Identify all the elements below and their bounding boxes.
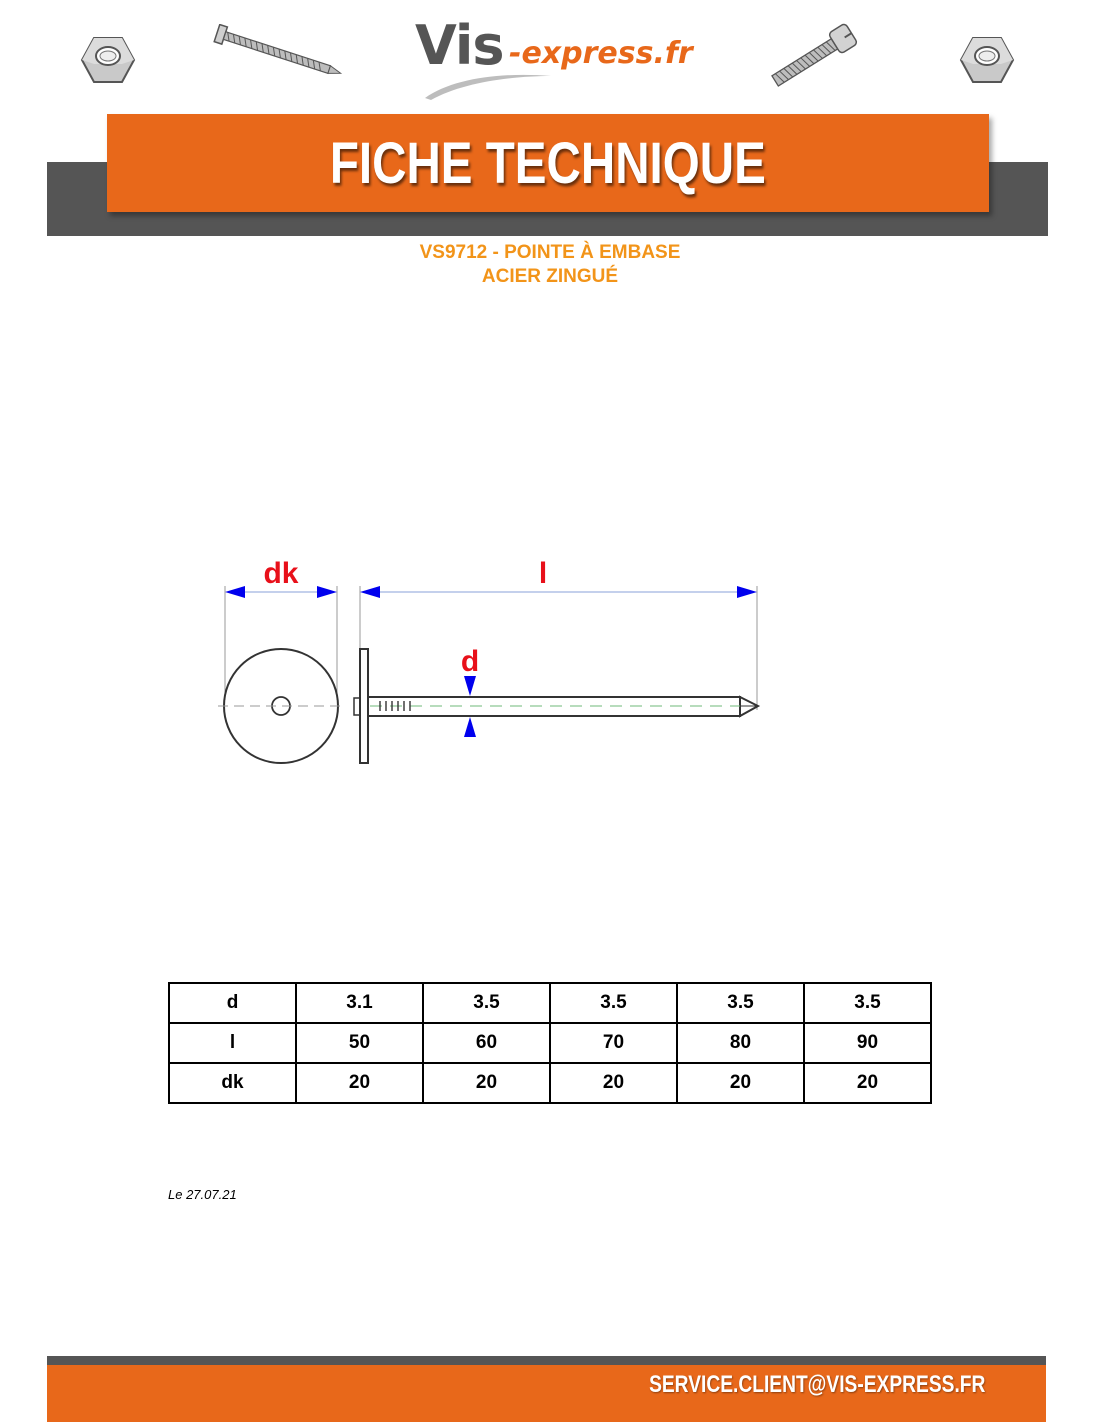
table-cell: 70 [550, 1023, 677, 1063]
logo-main-text: Vis [415, 14, 504, 77]
dimension-arrow-down [464, 676, 476, 696]
footer-divider [47, 1356, 1046, 1365]
banner [107, 114, 989, 212]
table-cell: 3.5 [550, 983, 677, 1023]
logo-suffix-text: -express.fr [509, 36, 693, 71]
machine-screw-icon [760, 20, 870, 92]
dimension-arrow-up [464, 717, 476, 737]
product-title-line2: ACIER ZINGUÉ [481, 266, 619, 287]
table-cell: 80 [677, 1023, 804, 1063]
footer-email-link[interactable]: SERVICE.CLIENT@VIS-EXPRESS.FR [648, 1371, 985, 1398]
row-label: l [169, 1023, 296, 1063]
d-label: d [460, 645, 480, 678]
dimension-arrow-left [360, 586, 380, 598]
table-cell: 20 [296, 1063, 423, 1103]
row-label: d [169, 983, 296, 1023]
table-cell: 3.1 [296, 983, 423, 1023]
table-cell: 3.5 [677, 983, 804, 1023]
row-label: dk [169, 1063, 296, 1103]
table-row [169, 1063, 931, 1103]
l-label: l [538, 557, 548, 590]
technical-drawing [200, 540, 780, 780]
wood-screw-icon [213, 24, 353, 82]
product-title-line1: VS9712 - POINTE À EMBASE [419, 242, 681, 263]
table-cell: 20 [804, 1063, 931, 1103]
dimension-arrow-left [225, 586, 245, 598]
banner-title: FICHE TECHNIQUE [330, 130, 766, 196]
table-cell: 3.5 [804, 983, 931, 1023]
hex-nut-icon [959, 34, 1015, 86]
logo-swoosh-icon [423, 70, 553, 102]
dimension-arrow-right [317, 586, 337, 598]
specs-table [168, 982, 932, 1104]
hex-nut-icon [80, 34, 136, 86]
table-cell: 20 [677, 1063, 804, 1103]
vis-express-logo [415, 12, 695, 102]
table-cell: 50 [296, 1023, 423, 1063]
table-cell: 20 [423, 1063, 550, 1103]
table-cell: 90 [804, 1023, 931, 1063]
table-cell: 20 [550, 1063, 677, 1103]
table-row [169, 1023, 931, 1063]
document-date: Le 27.07.21 [168, 1187, 237, 1202]
dimension-arrow-right [737, 586, 757, 598]
table-cell: 3.5 [423, 983, 550, 1023]
dk-label: dk [263, 557, 299, 590]
table-cell: 60 [423, 1023, 550, 1063]
table-row [169, 983, 931, 1023]
